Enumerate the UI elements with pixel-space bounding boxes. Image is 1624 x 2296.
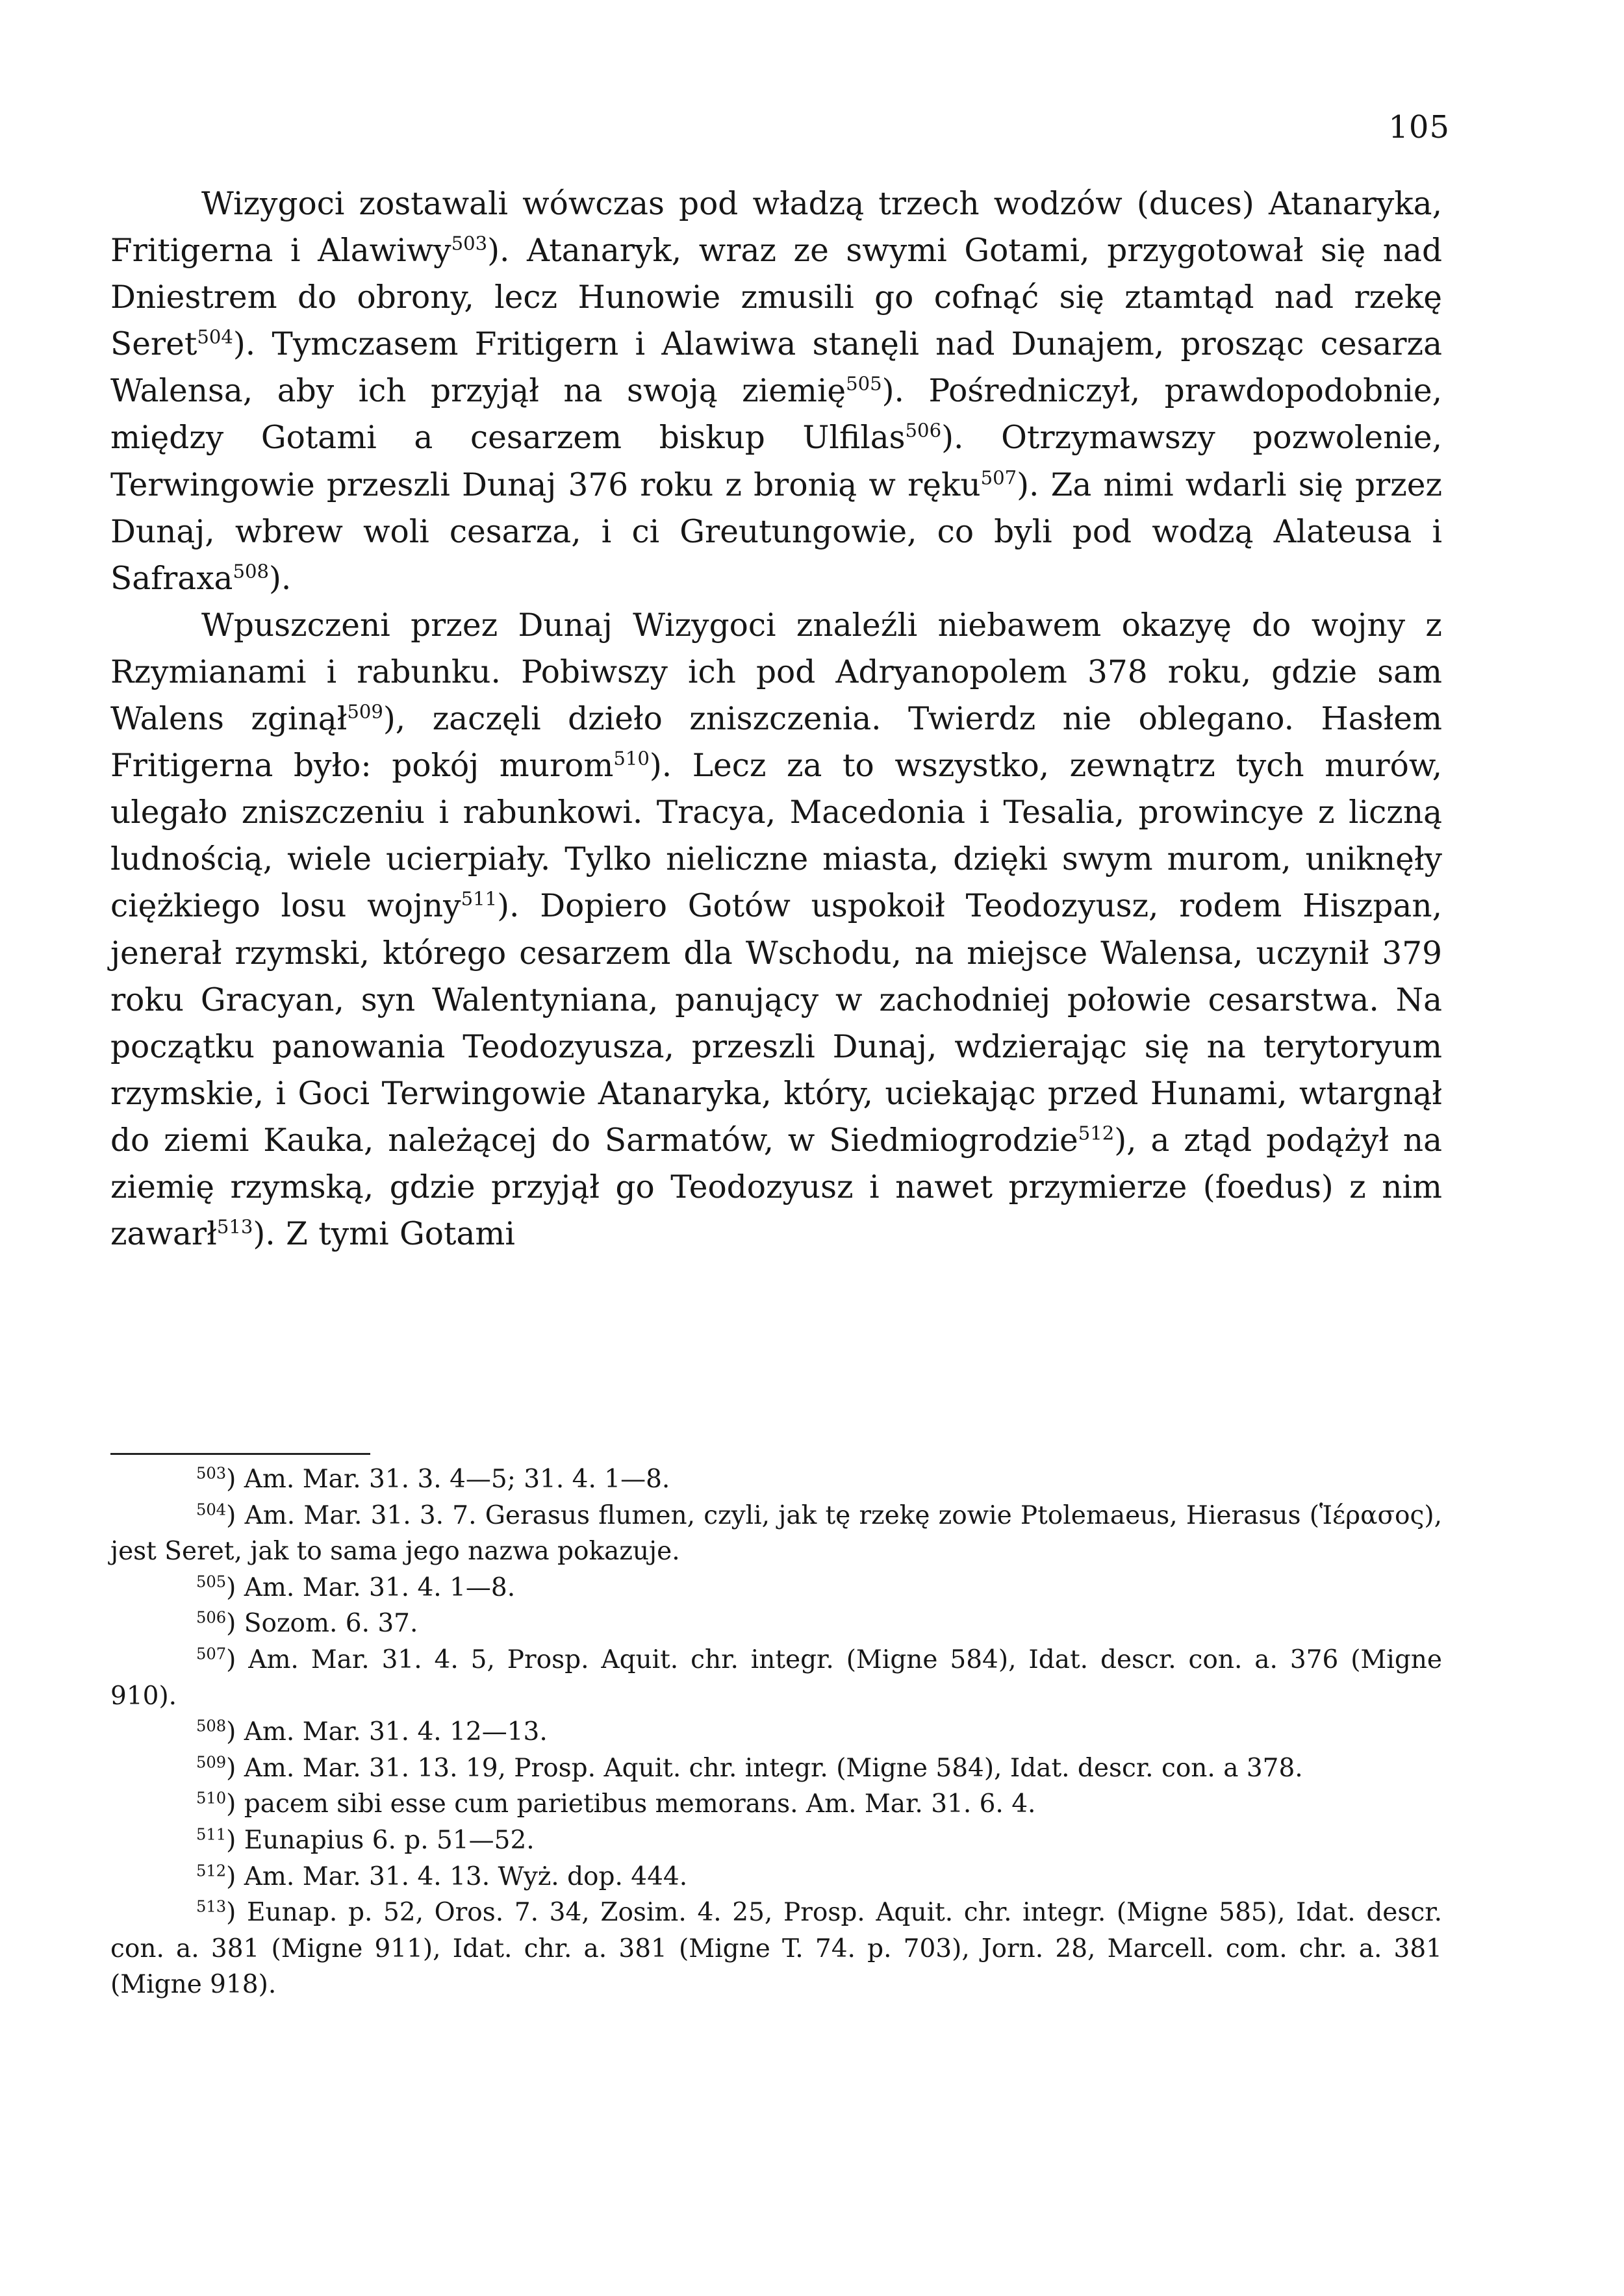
text-run: ). Otrzymawszy pozwolenie, Terwingowie przeszli Dunaj 376 roku z bronią w ręku: [110, 420, 1442, 503]
footnote-text: Am. Mar. 31. 3. 7. Gerasus flumen, czyli, jak tę rzekę zowie Ptolemaeus, Hierasus (Ἱέρασος), jest Seret, jak to sama jego nazwa pokazuje.: [110, 1500, 1442, 1567]
text-run: ). Atanaryk, wraz ze swymi Gotami, przygotował się nad Dniestrem do obrony, lecz Hunowie zmusili go cofnąć się ztamtąd nad rzekę Seret: [110, 233, 1442, 363]
footnote: $^{510}$) pacem sibi esse cum parietibus memorans. Am. Mar. 31. 6. 4.: [196, 1789, 1036, 1819]
footnote-marker: 509: [347, 700, 383, 723]
footnote-text: Am. Mar. 31. 4. 12—13.: [244, 1717, 548, 1747]
footnote-text: Sozom. 6. 37.: [244, 1609, 418, 1639]
footnote-number: 508: [196, 1717, 227, 1735]
footnote: $^{512}$) Am. Mar. 31. 4. 13. Wyż. dop. 444.: [196, 1861, 688, 1891]
footnote-marker: 504: [197, 325, 233, 348]
footnote-number: 512: [196, 1861, 227, 1880]
text-run: ). Dopiero Gotów uspokoił Teodozyusz, rodem Hiszpan, jenerał rzymski, którego cesarzem dla Wschodu, na miejsce Walensa, uczynił 379 roku Gracyan, syn Walentyniana, panujący w zachodniej połowie cesarstwa. Na początku panowania Teodozyusza, przeszli Dunaj, wdzierając się na terytoryum rzymskie, i Goci Terwingowie Atanaryka, który, uciekając przed Hunami, wtargnął do ziemi Kauka, należącej do Sarmatów, w Siedmiogrodzie: [110, 888, 1442, 1159]
text-run: ). Lecz za to wszystko, zewnątrz tych murów, ulegało zniszczeniu i rabunkowi. Tracya, Macedonia i Tesalia, prowincye z liczną ludnością, wiele ucierpiały. Tylko nieliczne miasta, dzięki swym murom, uniknęły ciężkiego losu wojny: [110, 748, 1443, 925]
footnote: $^{504}$) Am. Mar. 31. 3. 7. Gerasus flumen, czyli, jak tę rzekę zowie Ptolemaeus, Hierasus (Ἱέρασος), jest Seret, jak to sama jego nazwa pokazuje.: [110, 1500, 1442, 1567]
footnote-marker: 513: [216, 1215, 253, 1238]
page-number: 105: [1388, 109, 1450, 145]
footnote-number: 507: [196, 1645, 227, 1663]
text-run: Wizygoci zostawali wówczas pod władzą trzech wodzów (duces) Atanaryka, Fritigerna i Alawiwy: [110, 186, 1442, 270]
text-run: ). Pośredniczył, prawdopodobnie, między Gotami a cesarzem biskup Ulfilas: [110, 373, 1442, 457]
footnote-marker: 507: [980, 466, 1017, 489]
footnote: $^{503}$) Am. Mar. 31. 3. 4—5; 31. 4. 1—8.: [196, 1464, 670, 1494]
footnote-text: pacem sibi esse cum parietibus memorans. Am. Mar. 31. 6. 4.: [244, 1789, 1036, 1819]
footnote-marker: 510: [613, 747, 650, 770]
footnote-text: Am. Mar. 31. 3. 4—5; 31. 4. 1—8.: [244, 1465, 670, 1494]
main-text: [110, 181, 1442, 1257]
footnote-number: 505: [196, 1572, 227, 1591]
footnote-text: Eunapius 6. p. 51—52.: [244, 1825, 535, 1855]
footnote-marker: 506: [905, 420, 942, 442]
footnote: $^{511}$) Eunapius 6. p. 51—52.: [196, 1825, 535, 1855]
text-run: ). Za nimi wdarli się przez Dunaj, wbrew woli cesarza, i ci Greutungowie, co byli pod wodzą Alateusa i Safraxa: [110, 466, 1443, 597]
footnote-number: 509: [196, 1753, 227, 1772]
footnote-text: Am. Mar. 31. 4. 5, Prosp. Aquit. chr. integr. (Migne 584), Idat. descr. con. a. 376 (Migne 910).: [110, 1645, 1442, 1711]
text-run: Wpuszczeni przez Dunaj Wizygoci znaleźli niebawem okazyę do wojny z Rzymianami i rabunku. Pobiwszy ich pod Adryanopolem 378 roku, gdzie sam Walens zginął: [110, 607, 1442, 738]
footnote-number: 511: [196, 1825, 227, 1844]
footnote: $^{507}$) Am. Mar. 31. 4. 5, Prosp. Aquit. chr. integr. (Migne 584), Idat. descr. con. a. 376 (Migne 910).: [110, 1645, 1442, 1711]
text-run: ), zaczęli dzieło zniszczenia. Twierdz nie oblegano. Hasłem Fritigerna było: pokój murom: [110, 701, 1442, 785]
footnote-marker: 505: [846, 372, 882, 395]
text-run: ).: [269, 560, 292, 597]
text-run: ), a ztąd podążył na ziemię rzymską, gdzie przyjął go Teodozyusz i nawet przymierze (foedus) z nim zawarł: [110, 1122, 1442, 1253]
footnote-text: Eunap. p. 52, Oros. 7. 34, Zosim. 4. 25, Prosp. Aquit. chr. integr. (Migne 585), Idat. descr. con. a. 381 (Migne 911), Idat. chr. a. 381 (Migne T. 74. p. 703), Jorn. 28, Marcell. com. chr. a. 381 (Migne 918).: [110, 1898, 1442, 2000]
footnote-number: 506: [196, 1609, 227, 1628]
footnote-number: 510: [196, 1789, 227, 1808]
footnote-marker: 508: [233, 560, 269, 583]
text-run: ). Z tymi Gotami: [253, 1216, 515, 1253]
text-run: ). Tymczasem Fritigern i Alawiwa stanęli nad Dunajem, prosząc cesarza Walensa, aby ich przyjął na swoją ziemię: [110, 326, 1442, 410]
paragraph: [110, 181, 1442, 602]
footnote: $^{513}$) Eunap. p. 52, Oros. 7. 34, Zosim. 4. 25, Prosp. Aquit. chr. integr. (Migne 585), Idat. descr. con. a. 381 (Migne 911), Idat. chr. a. 381 (Migne T. 74. p. 703), Jorn. 28, Marcell. com. chr. a. 381 (Migne 918).: [110, 1897, 1442, 2000]
footnote-text: Am. Mar. 31. 4. 1—8.: [244, 1572, 516, 1602]
footnote-number: 504: [196, 1500, 227, 1519]
footnotes: [110, 1461, 1442, 2003]
footnote-marker: 512: [1078, 1122, 1115, 1144]
footnote-number: 513: [196, 1897, 227, 1916]
footnote-text: Am. Mar. 31. 13. 19, Prosp. Aquit. chr. integr. (Migne 584), Idat. descr. con. a 378.: [244, 1753, 1303, 1783]
footnote-marker: 503: [451, 232, 488, 255]
footnote-marker: 511: [461, 887, 498, 910]
footnote: $^{509}$) Am. Mar. 31. 13. 19, Prosp. Aquit. chr. integr. (Migne 584), Idat. descr. con. a 378.: [196, 1753, 1303, 1783]
footnote-text: Am. Mar. 31. 4. 13. Wyż. dop. 444.: [244, 1861, 688, 1891]
footnote: $^{506}$) Sozom. 6. 37.: [196, 1609, 418, 1639]
footnote: $^{508}$) Am. Mar. 31. 4. 12—13.: [196, 1717, 548, 1747]
footnote-separator: [110, 1453, 370, 1455]
paragraph: [110, 602, 1442, 1257]
footnote: $^{505}$) Am. Mar. 31. 4. 1—8.: [196, 1572, 516, 1602]
footnote-number: 503: [196, 1464, 227, 1483]
